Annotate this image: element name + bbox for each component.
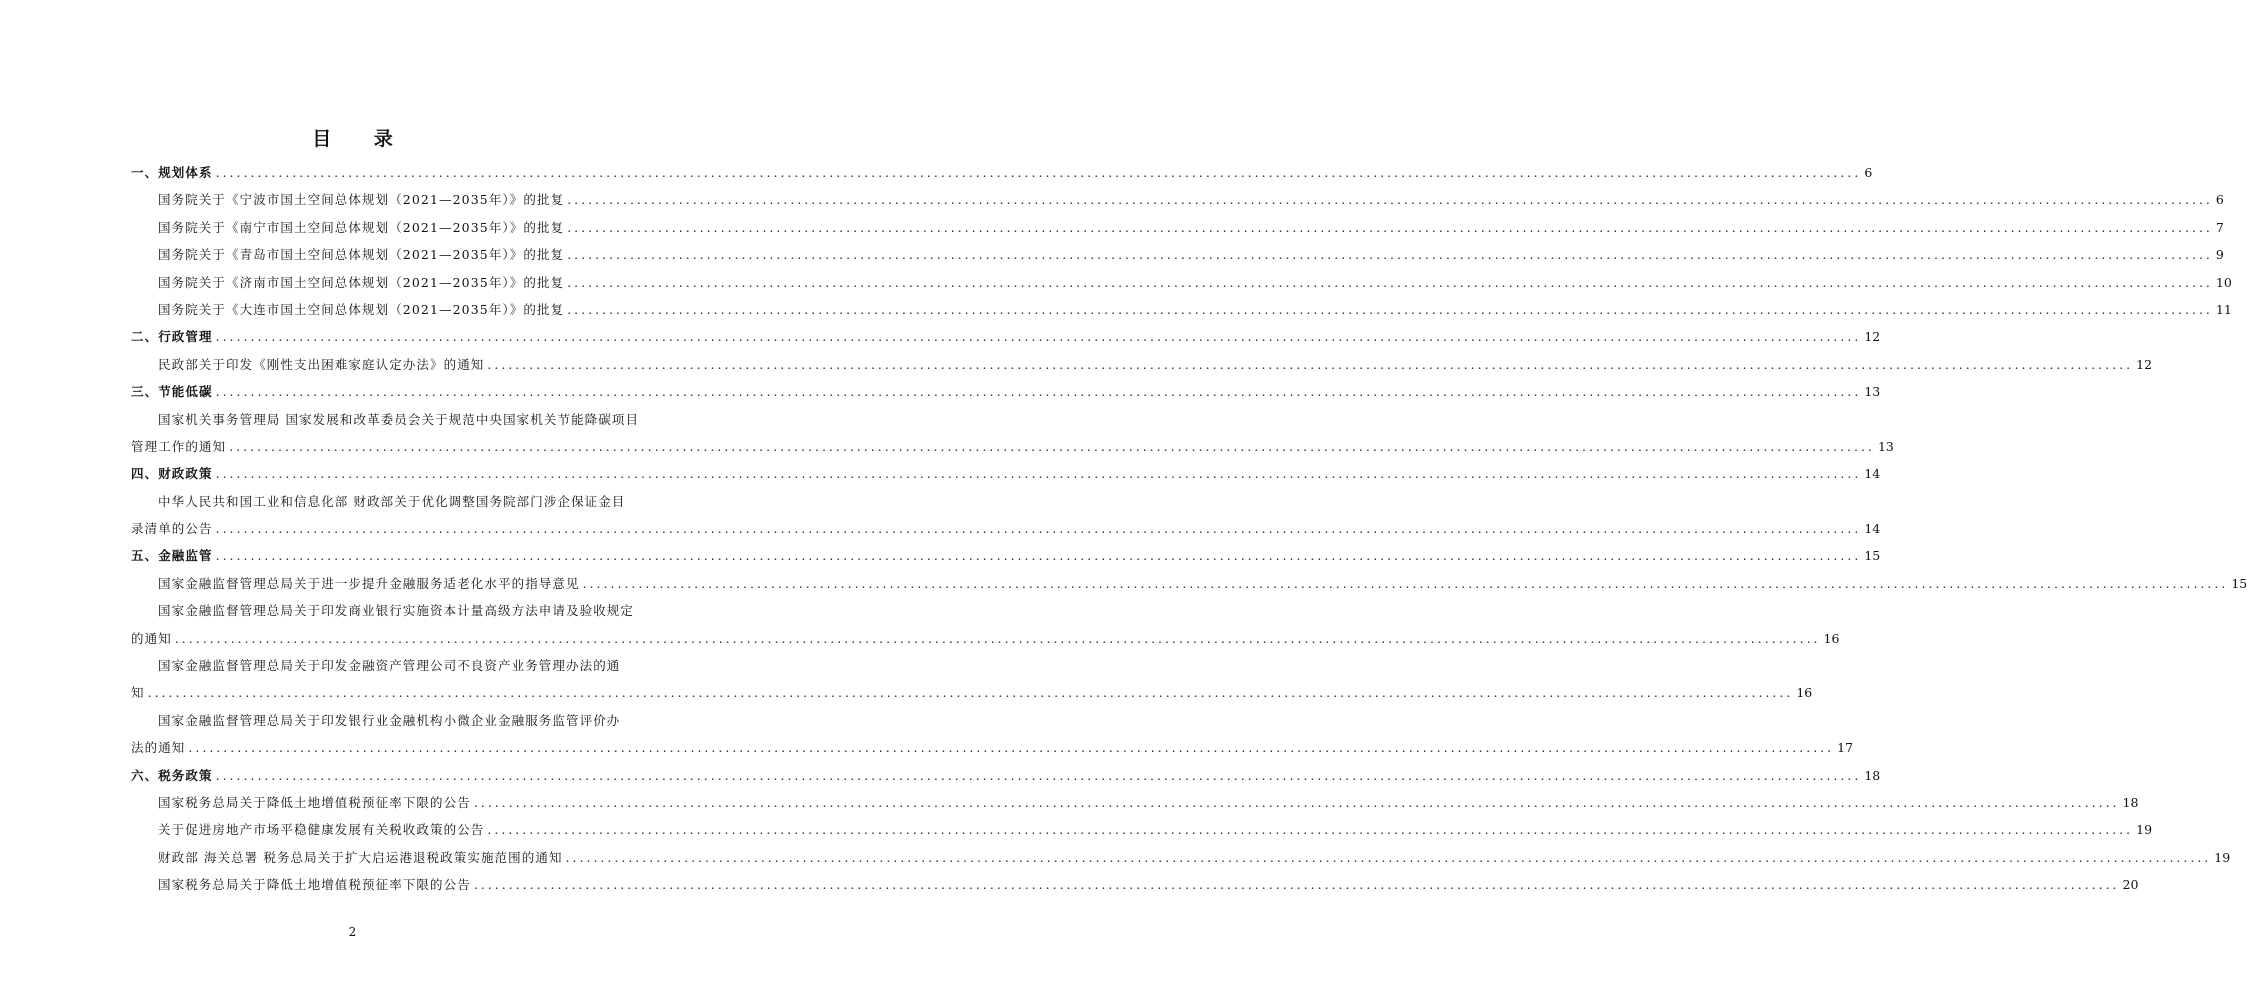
- toc-entry-title: 管理工作的通知: [131, 438, 227, 454]
- toc-entry-row[interactable]: [131, 406, 640, 433]
- toc-entry-row[interactable]: [131, 652, 621, 679]
- toc-entry-title: 二、行政管理: [131, 329, 213, 345]
- toc-entry-row[interactable]: [131, 269, 2232, 296]
- dot-leader: ............................................................................................................................................................................................................................................: [567, 274, 2213, 290]
- toc-section-row[interactable]: [131, 542, 1881, 569]
- toc-page-number: 14: [1864, 466, 1881, 482]
- toc-page-number: 16: [1796, 685, 1813, 701]
- toc-entry-title: 法的通知: [131, 740, 186, 756]
- toc-entry-row[interactable]: [131, 296, 2232, 323]
- toc-entry-title: 六、税务政策: [131, 767, 213, 783]
- toc-page-number: 15: [2231, 575, 2247, 591]
- toc-page-number: 20: [2122, 877, 2139, 893]
- toc-entry-title: 知: [131, 685, 145, 701]
- toc-page-number: 15: [1864, 548, 1881, 564]
- toc-entry-row[interactable]: [131, 625, 1840, 652]
- dot-leader: ............................................................................................................................................................................................................................................: [567, 301, 2213, 317]
- dot-leader: ............................................................................................................................................................................................................................................: [188, 740, 1835, 756]
- toc-entry-title: 国务院关于《南宁市国土空间总体规划（2021—2035年）》的批复: [158, 219, 565, 235]
- toc-entry-row[interactable]: [131, 734, 1854, 761]
- dot-leader: ............................................................................................................................................................................................................................................: [215, 164, 1862, 180]
- dot-leader: ............................................................................................................................................................................................................................................: [567, 192, 2213, 208]
- table-of-contents: [131, 159, 2247, 899]
- toc-page-number: 19: [2136, 822, 2153, 838]
- toc-page-number: 9: [2215, 247, 2224, 263]
- dot-leader: ............................................................................................................................................................................................................................................: [487, 356, 2134, 372]
- toc-entry-title: 一、规划体系: [131, 164, 213, 180]
- toc-page-number: 11: [2215, 301, 2232, 317]
- toc-entry-title: 国家税务总局关于降低土地增值税预征率下限的公告: [158, 794, 471, 810]
- toc-entry-title: 国家金融监督管理总局关于进一步提升金融服务适老化水平的指导意见: [158, 575, 580, 591]
- toc-page-number: 10: [2215, 274, 2232, 290]
- dot-leader: ............................................................................................................................................................................................................................................: [487, 822, 2134, 838]
- toc-entry-title: 三、节能低碳: [131, 384, 213, 400]
- toc-entry-title: 国家金融监督管理总局关于印发金融资产管理公司不良资产业务管理办法的通: [158, 658, 621, 674]
- toc-entry-title: 的通知: [131, 630, 172, 646]
- dot-leader: ............................................................................................................................................................................................................................................: [565, 849, 2212, 865]
- toc-entry-title: 五、金融监管: [131, 548, 213, 564]
- toc-page-number: 16: [1823, 630, 1840, 646]
- toc-entry-row[interactable]: [131, 597, 635, 624]
- toc-entry-title: 国家金融监督管理总局关于印发银行业金融机构小微企业金融服务监管评价办: [158, 712, 621, 728]
- toc-entry-title: 中华人民共和国工业和信息化部 财政部关于优化调整国务院部门涉企保证金目: [158, 493, 626, 509]
- page-number: 2: [348, 925, 357, 939]
- toc-page-number: 13: [1864, 384, 1881, 400]
- toc-section-row[interactable]: [131, 762, 1881, 789]
- toc-entry-title: 国务院关于《青岛市国土空间总体规划（2021—2035年）》的批复: [158, 247, 565, 263]
- dot-leader: ............................................................................................................................................................................................................................................: [215, 767, 1862, 783]
- toc-entry-title: 国务院关于《宁波市国土空间总体规划（2021—2035年）》的批复: [158, 192, 565, 208]
- toc-entry-row[interactable]: [131, 186, 2224, 213]
- dot-leader: ............................................................................................................................................................................................................................................: [229, 438, 1875, 454]
- dot-leader: ............................................................................................................................................................................................................................................: [567, 247, 2213, 263]
- toc-page-number: 12: [1864, 329, 1881, 345]
- toc-entry-title: 四、财政政策: [131, 466, 213, 482]
- toc-entry-row[interactable]: [131, 789, 2139, 816]
- toc-page-number: 17: [1837, 740, 1854, 756]
- dot-leader: ............................................................................................................................................................................................................................................: [174, 630, 1821, 646]
- toc-entry-row[interactable]: [131, 515, 1881, 542]
- toc-entry-title: 国家税务总局关于降低土地增值税预征率下限的公告: [158, 877, 471, 893]
- dot-leader: ............................................................................................................................................................................................................................................: [147, 685, 1794, 701]
- toc-section-row[interactable]: [131, 460, 1881, 487]
- dot-leader: ............................................................................................................................................................................................................................................: [215, 521, 1862, 537]
- toc-entry-row[interactable]: [131, 570, 2247, 597]
- toc-entry-title: 财政部 海关总署 税务总局关于扩大启运港退税政策实施范围的通知: [158, 849, 563, 865]
- toc-entry-title: 国务院关于《济南市国土空间总体规划（2021—2035年）》的批复: [158, 274, 565, 290]
- dot-leader: ............................................................................................................................................................................................................................................: [582, 575, 2229, 591]
- toc-page-number: 18: [1864, 767, 1881, 783]
- toc-entry-row[interactable]: [131, 433, 1894, 460]
- toc-entry-row[interactable]: [131, 241, 2224, 268]
- toc-page-number: 6: [1864, 164, 1873, 180]
- dot-leader: ............................................................................................................................................................................................................................................: [567, 219, 2213, 235]
- dot-leader: ............................................................................................................................................................................................................................................: [215, 329, 1862, 345]
- toc-entry-title: 民政部关于印发《刚性支出困难家庭认定办法》的通知: [158, 356, 485, 372]
- toc-page-number: 6: [2215, 192, 2224, 208]
- toc-entry-title: 录清单的公告: [131, 521, 213, 537]
- dot-leader: ............................................................................................................................................................................................................................................: [473, 877, 2120, 893]
- toc-entry-title: 国家金融监督管理总局关于印发商业银行实施资本计量高级方法申请及验收规定: [158, 603, 635, 619]
- toc-page-number: 18: [2122, 794, 2139, 810]
- dot-leader: ............................................................................................................................................................................................................................................: [473, 794, 2120, 810]
- toc-entry-row[interactable]: [131, 679, 1813, 706]
- toc-entry-row[interactable]: [131, 214, 2224, 241]
- toc-entry-title: 国家机关事务管理局 国家发展和改革委员会关于规范中央国家机关节能降碳项目: [158, 411, 640, 427]
- toc-entry-row[interactable]: [131, 816, 2153, 843]
- toc-entry-title: 关于促进房地产市场平稳健康发展有关税收政策的公告: [158, 822, 485, 838]
- dot-leader: ............................................................................................................................................................................................................................................: [215, 384, 1862, 400]
- toc-entry-title: 国务院关于《大连市国土空间总体规划（2021—2035年）》的批复: [158, 301, 565, 317]
- toc-section-row[interactable]: [131, 323, 1881, 350]
- toc-entry-row[interactable]: [131, 871, 2139, 898]
- toc-page-number: 19: [2214, 849, 2231, 865]
- toc-section-row[interactable]: [131, 378, 1881, 405]
- toc-entry-row[interactable]: [131, 707, 621, 734]
- toc-section-row[interactable]: [131, 159, 1873, 186]
- toc-page-number: 12: [2136, 356, 2153, 372]
- toc-entry-row[interactable]: [131, 844, 2231, 871]
- toc-page-number: 7: [2215, 219, 2224, 235]
- dot-leader: ............................................................................................................................................................................................................................................: [215, 466, 1862, 482]
- toc-entry-row[interactable]: [131, 488, 626, 515]
- toc-page-number: 14: [1864, 521, 1881, 537]
- dot-leader: ............................................................................................................................................................................................................................................: [215, 548, 1862, 564]
- page-title: 目 录: [312, 128, 411, 150]
- toc-entry-row[interactable]: [131, 351, 2153, 378]
- toc-page-number: 13: [1877, 438, 1894, 454]
